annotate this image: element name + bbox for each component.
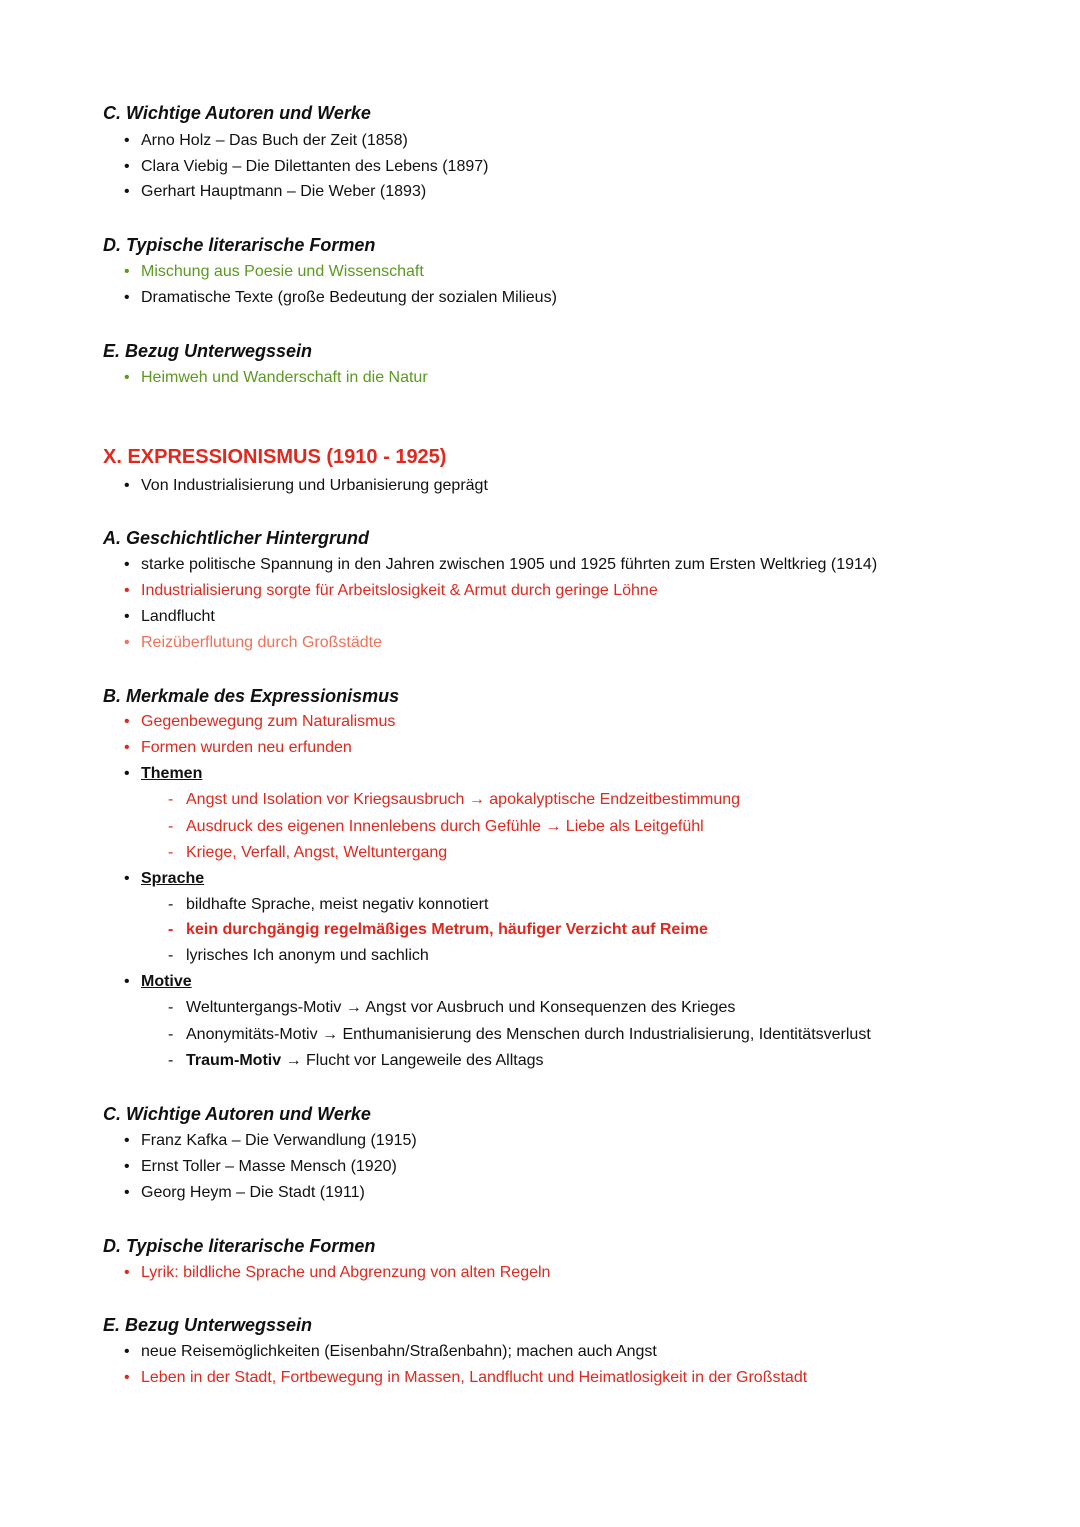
list-item: • Franz Kafka – Die Verwandlung (1915) xyxy=(124,1132,417,1149)
section-heading: D. Typische literarische Formen xyxy=(103,235,376,255)
list-item-themen: • Themen xyxy=(124,765,203,782)
list-item: • neue Reisemöglichkeiten (Eisenbahn/Straßenbahn); machen auch Angst xyxy=(124,1343,657,1360)
section-heading: E. Bezug Unterwegssein xyxy=(103,341,313,361)
list-item: • Gerhart Hauptmann – Die Weber (1893) xyxy=(124,183,427,200)
list-item: • Clara Viebig – Die Dilettanten des Lebens (1897) xyxy=(124,158,489,175)
list-item: • Von Industrialisierung und Urbanisierung geprägt xyxy=(124,477,488,494)
section-heading: C. Wichtige Autoren und Werke xyxy=(103,103,371,123)
sub-item: - Weltuntergangs-Motiv → Angst vor Ausbruch und Konsequenzen des Krieges xyxy=(168,999,736,1016)
list-item: • Leben in der Stadt, Fortbewegung in Massen, Landflucht und Heimatlosigkeit in der Großstadt xyxy=(124,1369,808,1386)
list-item: • starke politische Spannung in den Jahren zwischen 1905 und 1925 führten zum Ersten Weltkrieg (1914) xyxy=(124,556,878,573)
section-heading: C. Wichtige Autoren und Werke xyxy=(103,1104,371,1124)
list-item: • Industrialisierung sorgte für Arbeitslosigkeit & Armut durch geringe Löhne xyxy=(124,582,658,599)
list-item: • Heimweh und Wanderschaft in die Natur xyxy=(124,369,428,386)
list-item: • Arno Holz – Das Buch der Zeit (1858) xyxy=(124,132,408,149)
list-item: • Dramatische Texte (große Bedeutung der sozialen Milieus) xyxy=(124,289,557,306)
chapter-title: X. EXPRESSIONISMUS (1910 - 1925) xyxy=(103,446,447,468)
section-heading: B. Merkmale des Expressionismus xyxy=(103,686,400,706)
sub-item: - Ausdruck des eigenen Innenlebens durch Gefühle → Liebe als Leitgefühl xyxy=(168,818,704,835)
list-item: • Mischung aus Poesie und Wissenschaft xyxy=(124,263,424,280)
sub-item: - bildhafte Sprache, meist negativ konnotiert xyxy=(168,896,489,913)
list-item: • Gegenbewegung zum Naturalismus xyxy=(124,713,396,730)
section-heading: E. Bezug Unterwegssein xyxy=(103,1315,313,1335)
list-item: • Landflucht xyxy=(124,608,215,625)
sub-item: - Kriege, Verfall, Angst, Weltuntergang xyxy=(168,844,448,861)
list-item-motive: • Motive xyxy=(124,973,192,990)
list-item: • Georg Heym – Die Stadt (1911) xyxy=(124,1184,365,1201)
sub-item: - lyrisches Ich anonym und sachlich xyxy=(168,947,429,964)
list-item: • Ernst Toller – Masse Mensch (1920) xyxy=(124,1158,397,1175)
list-item: • Reizüberflutung durch Großstädte xyxy=(124,634,383,651)
sub-item: - kein durchgängig regelmäßiges Metrum, häufiger Verzicht auf Reime xyxy=(168,921,708,938)
sub-item: - Angst und Isolation vor Kriegsausbruch → apokalyptische Endzeitbestimmung xyxy=(168,791,741,808)
section-heading: A. Geschichtlicher Hintergrund xyxy=(103,528,370,548)
section-heading: D. Typische literarische Formen xyxy=(103,1236,376,1256)
sub-item: - Traum-Motiv → Flucht vor Langeweile des Alltags xyxy=(168,1052,544,1069)
list-item-sprache: • Sprache xyxy=(124,870,205,887)
list-item: • Lyrik: bildliche Sprache und Abgrenzung von alten Regeln xyxy=(124,1264,551,1281)
list-item: • Formen wurden neu erfunden xyxy=(124,739,352,756)
sub-item: - Anonymitäts-Motiv → Enthumanisierung des Menschen durch Industrialisierung, Identitätsverlust xyxy=(168,1026,871,1043)
